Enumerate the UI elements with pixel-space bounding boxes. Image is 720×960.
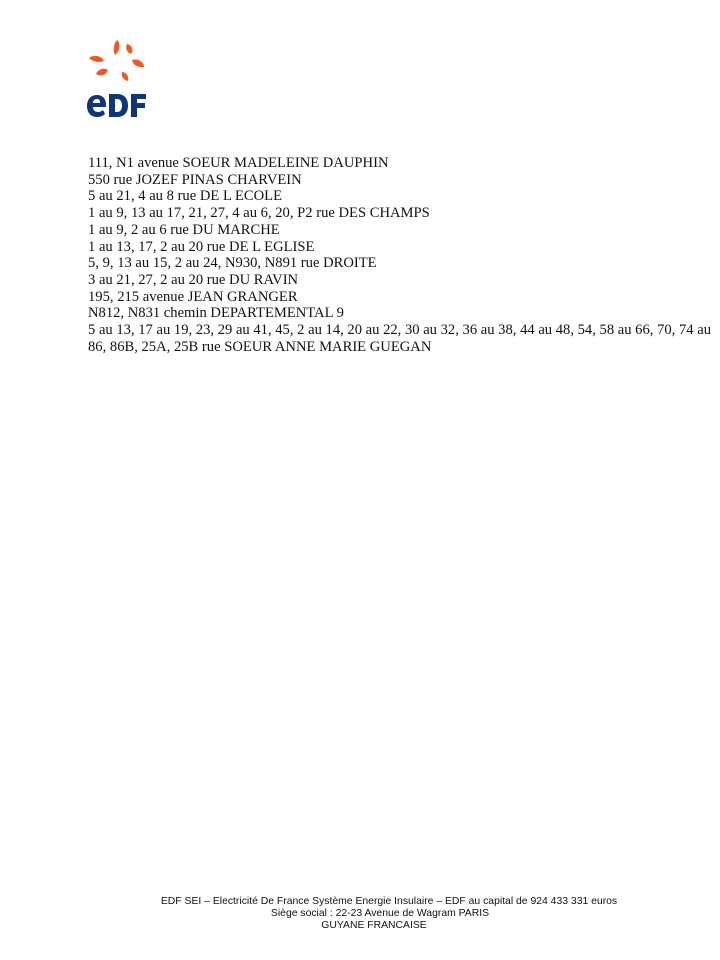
address-line: 5 au 21, 4 au 8 rue DE L ECOLE <box>88 188 282 205</box>
address-line: 1 au 13, 17, 2 au 20 rue DE L EGLISE <box>88 238 315 255</box>
address-line: 550 rue JOZEF PINAS CHARVEIN <box>88 171 302 188</box>
address-line: 1 au 9, 13 au 17, 21, 27, 4 au 6, 20, P2 rue DES CHAMPS <box>88 205 430 222</box>
address-line: N812, N831 chemin DEPARTEMENTAL 9 <box>88 305 344 322</box>
footer-address-line: Siège social : 22-23 Avenue de Wagram PARIS <box>270 908 490 919</box>
footer-region-line: GUYANE FRANCAISE <box>321 920 427 931</box>
edf-wordmark <box>86 90 150 120</box>
address-line: 5 au 13, 17 au 19, 23, 29 au 41, 45, 2 au 14, 20 au 22, 30 au 32, 36 au 38, 44 au 48, 54, 58 au 66, 70, 74 au 86, 86B, 25A, 25B rue SOEUR ANNE MARIE GUEGAN <box>88 322 711 355</box>
edf-logo <box>86 38 150 118</box>
address-line: 1 au 9, 2 au 6 rue DU MARCHE <box>88 221 280 238</box>
address-line: 195, 215 avenue JEAN GRANGER <box>88 288 298 305</box>
address-line: 111, N1 avenue SOEUR MADELEINE DAUPHIN <box>88 155 389 171</box>
address-list <box>88 155 716 355</box>
page-footer <box>0 896 720 932</box>
footer-company-line: EDF SEI – Electricité De France Système Energie Insulaire – EDF au capital de 924 433 331 euros <box>160 896 618 907</box>
address-line: 3 au 21, 27, 2 au 20 rue DU RAVIN <box>88 271 299 288</box>
address-line: 5, 9, 13 au 15, 2 au 24, N930, N891 rue DROITE <box>88 255 377 272</box>
edf-sun-icon <box>86 38 150 90</box>
